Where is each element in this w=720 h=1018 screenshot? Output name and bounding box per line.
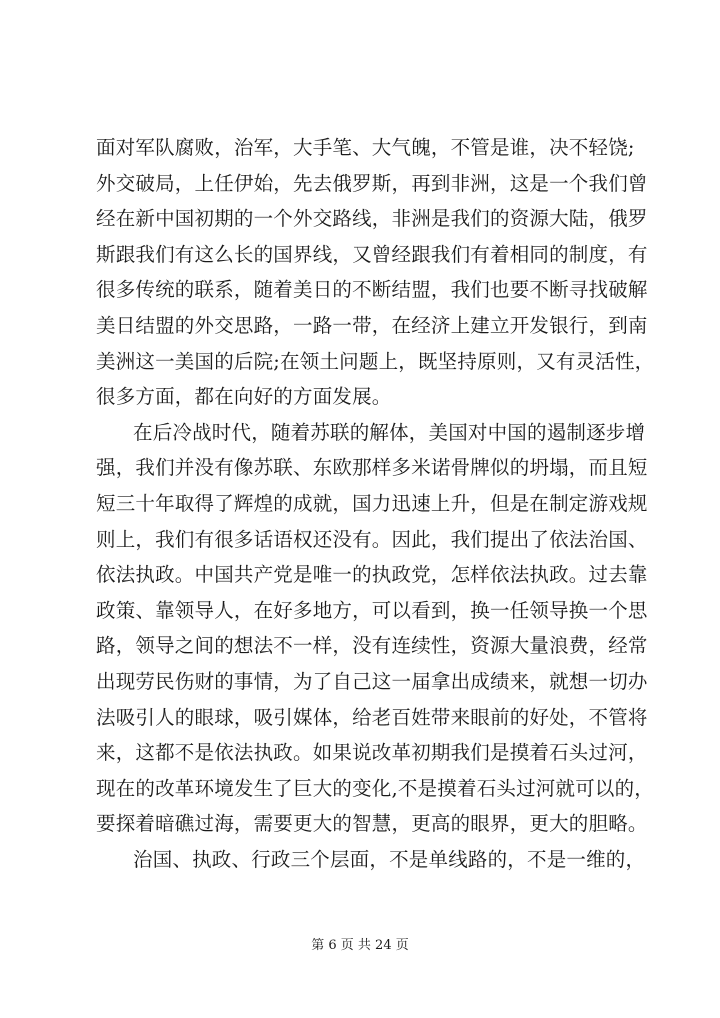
paragraph-start-line: 在后冷战时代，随着苏联的解体，美国对中国的遏制逐步增: [133, 420, 646, 444]
text-line: 很多方面，都在向好的方面发展。: [96, 385, 392, 409]
text-line: 出现劳民伤财的事情，为了自己这一届拿出成绩来，就想一切办: [96, 669, 648, 693]
page-footer: [0, 936, 720, 956]
text-line: 很多传统的联系，随着美日的不断结盟，我们也要不断寻找破解: [96, 278, 648, 302]
text-line: 法吸引人的眼球，吸引媒体，给老百姓带来眼前的好处，不管将: [96, 705, 648, 729]
text-line: 美日结盟的外交思路，一路一带，在经济上建立开发银行，到南: [96, 313, 648, 337]
text-line: 美洲这一美国的后院;在领土问题上，既坚持原则，又有灵活性，: [96, 349, 655, 373]
text-line: 则上，我们有很多话语权还没有。因此，我们提出了依法治国、: [96, 527, 648, 551]
text-line: 路，领导之间的想法不一样，没有连续性，资源大量浪费，经常: [96, 634, 648, 658]
body-text: [96, 130, 656, 877]
text-line: 短三十年取得了辉煌的成就，国力迅速上升，但是在制定游戏规: [96, 491, 648, 515]
text-line: 经在新中国初期的一个外交路线，非洲是我们的资源大陆，俄罗: [96, 207, 648, 231]
text-line: 政策、靠领导人，在好多地方，可以看到，换一任领导换一个思: [96, 598, 648, 622]
text-line: 外交破局，上任伊始，先去俄罗斯，再到非洲，这是一个我们曾: [96, 171, 648, 195]
text-line: 面对军队腐败，治军，大手笔、大气魄，不管是谁，决不轻饶;: [96, 136, 635, 159]
text-line: 要探着暗礁过海，需要更大的智慧，更高的眼界，更大的胆略。: [96, 812, 648, 836]
text-line: 依法执政。中国共产党是唯一的执政党，怎样依法执政。过去靠: [96, 563, 648, 587]
page-number-label: 第 6 页 共 24 页: [311, 938, 409, 953]
text-line: 强，我们并没有像苏联、东欧那样多米诺骨牌似的坍塌，而且短: [96, 456, 648, 480]
paragraph-start-line: 治国、执政、行政三个层面，不是单线路的，不是一维的，: [133, 847, 646, 871]
text-line: 现在的改革环境发生了巨大的变化,不是摸着石头过河就可以的，: [96, 776, 654, 800]
text-line: 斯跟我们有这么长的国界线，又曾经跟我们有着相同的制度，有: [96, 242, 648, 266]
text-line: 来，这都不是依法执政。如果说改革初期我们是摸着石头过河，: [96, 741, 648, 765]
